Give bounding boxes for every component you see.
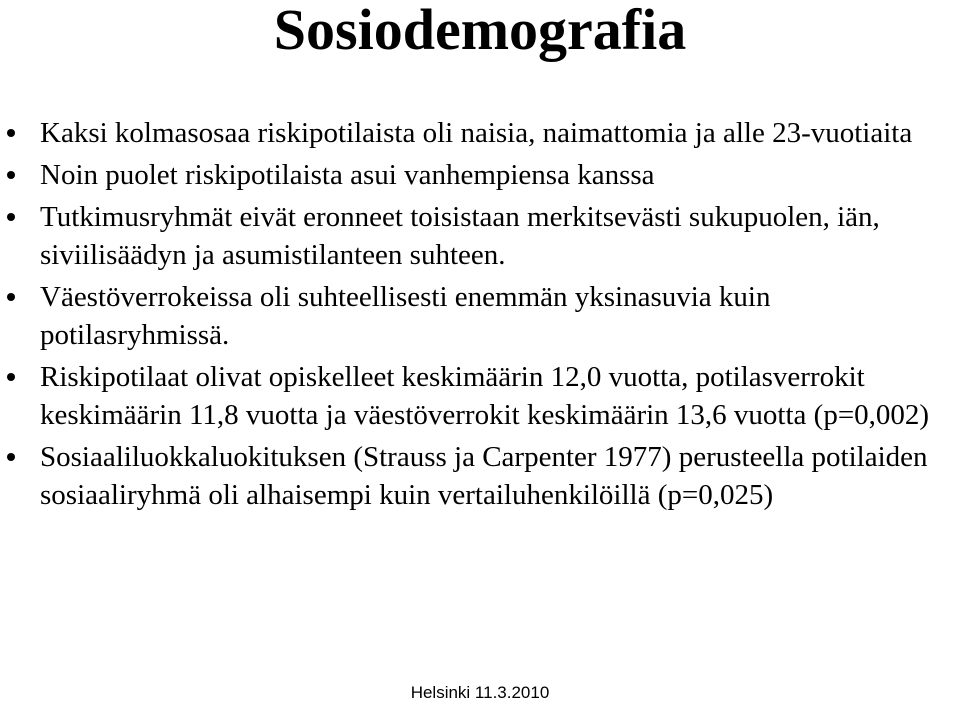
- bullet-item: [0, 114, 960, 152]
- slide-footer: Helsinki 11.3.2010: [410, 683, 550, 702]
- bullet-text: Väestöverrokeissa oli suhteellisesti enemmän yksinasuvia kuin potilasryhmissä.: [40, 281, 771, 351]
- bullet-dot-icon: [7, 171, 15, 179]
- bullet-text: Noin puolet riskipotilaista asui vanhempiensa kanssa: [40, 159, 655, 191]
- bullet-text: Riskipotilaat olivat opiskelleet keskimäärin 12,0 vuotta, potilasverrokit keskimäärin 11,8 vuotta ja väestöverrokit keskimäärin 13,6 vuotta (p=0,002): [40, 361, 930, 431]
- bullet-dot-icon: [7, 453, 15, 461]
- bullet-text: Kaksi kolmasosaa riskipotilaista oli naisia, naimattomia ja alle 23-vuotiaita: [40, 117, 913, 149]
- bullet-item: [0, 198, 960, 274]
- bullet-dot-icon: [7, 373, 15, 381]
- slide-title: Sosiodemografia: [273, 0, 687, 62]
- bullet-dot-icon: [7, 293, 15, 301]
- bullet-text: Tutkimusryhmät eivät eronneet toisistaan merkitsevästi sukupuolen, iän, siviilisäädyn ja asumistilanteen suhteen.: [40, 201, 880, 271]
- bullet-item: [0, 438, 960, 514]
- bullet-text: Sosiaaliluokkaluokituksen (Strauss ja Carpenter 1977) perusteella potilaiden sosiaaliryhmä oli alhaisempi kuin vertailuhenkilöillä (p=0,025): [40, 441, 928, 511]
- bullet-item: [0, 358, 960, 434]
- bullet-item: [0, 278, 960, 354]
- bullet-dot-icon: [7, 213, 15, 221]
- bullet-dot-icon: [7, 129, 15, 137]
- bullet-list: [0, 114, 960, 518]
- bullet-item: [0, 156, 960, 194]
